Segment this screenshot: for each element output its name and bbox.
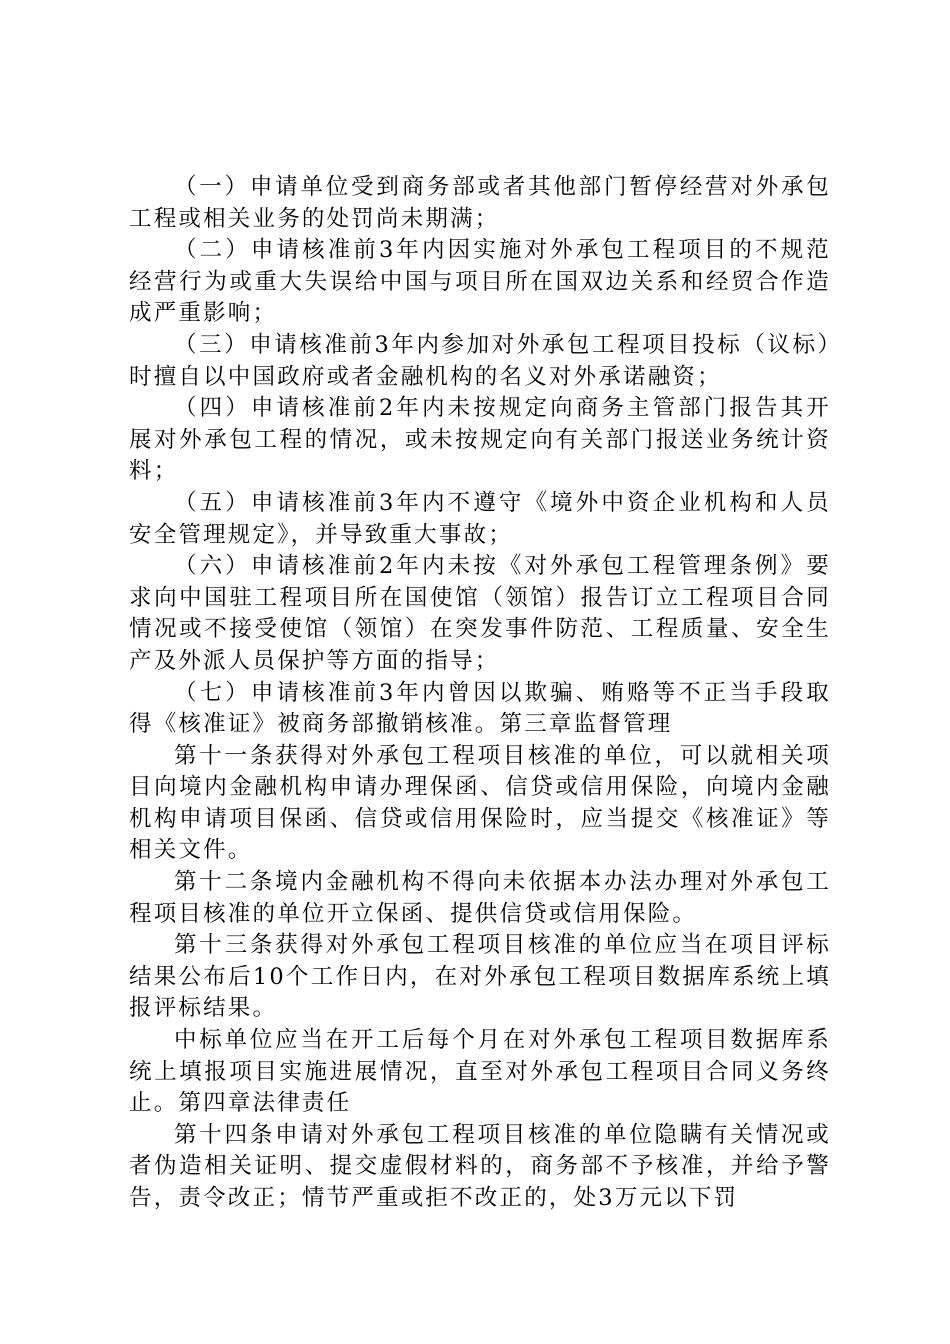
paragraph-article-13: 第十三条获得对外承包工程项目核准的单位应当在项目评标结果公布后10个工作日内，在对外承包工程项目数据库系统上填报评标结果。 (129, 932, 831, 1022)
paragraph-article-12: 第十二条境内金融机构不得向未依据本办法办理对外承包工程项目核准的单位开立保函、提供信贷或信用保险。 (129, 869, 831, 927)
paragraph-clause-1: （一）申请单位受到商务部或者其他部门暂停经营对外承包工程或相关业务的处罚尚未期满； (129, 174, 831, 232)
paragraph-article-14: 第十四条申请对外承包工程项目核准的单位隐瞒有关情况或者伪造相关证明、提交虚假材料的，商务部不予核准，并给予警告，责令改正；情节严重或拒不改正的，处3万元以下罚 (129, 1121, 831, 1211)
paragraph-clause-5: （五）申请核准前3年内不遵守《境外中资企业机构和人员安全管理规定》，并导致重大事故； (129, 489, 831, 548)
paragraph-article-11: 第十一条获得对外承包工程项目核准的单位，可以就相关项目向境内金融机构申请办理保函、信贷或信用保险，向境内金融机构申请项目保函、信贷或信用保险时，应当提交《核准证》等相关文件。 (129, 742, 831, 864)
paragraph-winning-bidder: 中标单位应当在开工后每个月在对外承包工程项目数据库系统上填报项目实施进展情况，直至对外承包工程项目合同义务终止。第四章法律责任 (129, 1027, 831, 1117)
document-body (129, 172, 831, 1215)
paragraph-clause-3: （三）申请核准前3年内参加对外承包工程项目投标（议标）时擅自以中国政府或者金融机构的名义对外承诺融资； (129, 331, 831, 390)
paragraph-clause-7: （七）申请核准前3年内曾因以欺骗、贿赂等不正当手段取得《核准证》被商务部撤销核准。第三章监督管理 (129, 679, 831, 738)
paragraph-clause-4: （四）申请核准前2年内未按规定向商务主管部门报告其开展对外承包工程的情况，或未按规定向有关部门报送业务统计资料； (129, 395, 831, 485)
paragraph-clause-2: （二）申请核准前3年内因实施对外承包工程项目的不规范经营行为或重大失误给中国与项目所在国双边关系和经贸合作造成严重影响； (129, 237, 831, 327)
paragraph-clause-6: （六）申请核准前2年内未按《对外承包工程管理条例》要求向中国驻工程项目所在国使馆（领馆）报告订立工程项目合同情况或不接受使馆（领馆）在突发事件防范、工程质量、安全生产及外派人员保护等方面的指导； (129, 553, 831, 674)
